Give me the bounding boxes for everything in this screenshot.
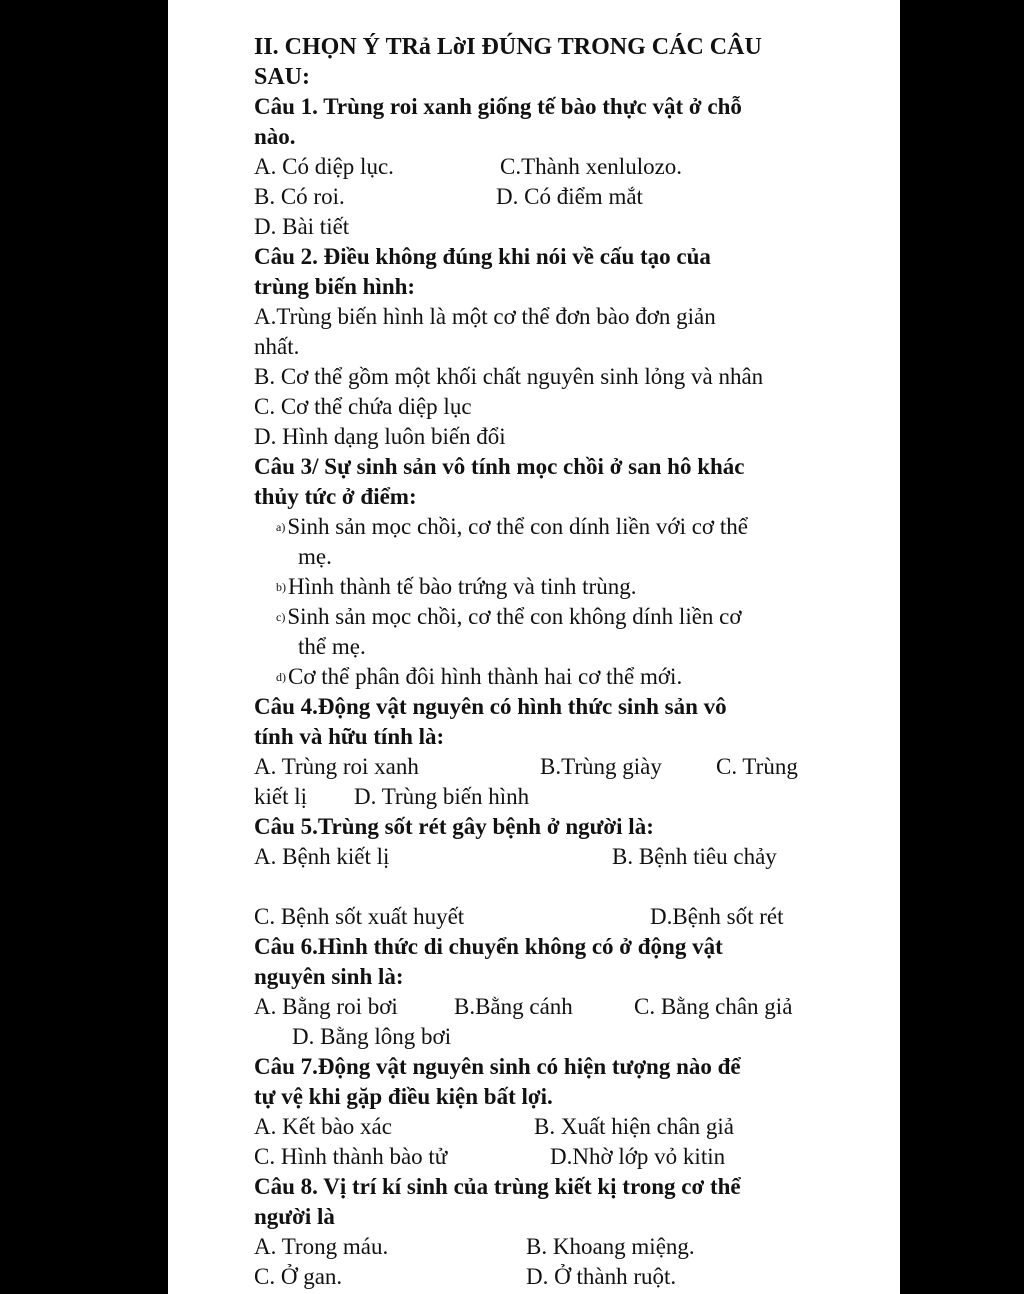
question-3-option-c [276,602,742,635]
question-2-option-a: A.Trùng biến hình là một cơ thể đơn bào đơn giản [254,304,716,329]
question-5-title: Câu 5.Trùng sốt rét gây bệnh ở người là: [254,814,654,839]
question-3-option-d [276,662,682,695]
question-5-option-c: C. Bệnh sốt xuất huyết [254,904,465,929]
question-8-option-d: D. Ở thành ruột. [526,1264,677,1289]
question-4-option-c-cont: kiết lị [254,784,308,809]
question-6-title-cont: nguyên sinh là: [254,964,404,989]
question-2-option-a-cont: nhất. [254,334,300,359]
question-4-option-a: A. Trùng roi xanh [254,754,419,779]
question-5-option-a: A. Bệnh kiết lị [254,844,390,869]
question-3-option-a [276,512,748,545]
question-4-option-d: D. Trùng biến hình [354,784,530,809]
question-3-option-b [276,572,636,605]
question-7-option-b: B. Xuất hiện chân giả [534,1114,734,1139]
question-1-option-d: D. Có điểm mắt [496,184,643,209]
section-heading: II. CHỌN Ý TRả LờI ĐÚNG TRONG CÁC CÂU [254,34,762,60]
question-3-title: Câu 3/ Sự sinh sản vô tính mọc chồi ở san hô khác [254,454,745,479]
question-8-title-cont: người là [254,1204,335,1229]
question-8-option-c: C. Ở gan. [254,1264,343,1289]
question-4-title-cont: tính và hữu tính là: [254,724,445,749]
question-4-title: Câu 4.Động vật nguyên có hình thức sinh sản vô [254,694,727,719]
question-1-title-cont: nào. [254,124,296,149]
question-2-option-b: B. Cơ thể gồm một khối chất nguyên sinh lỏng và nhân [254,364,764,389]
question-6-option-c: C. Bằng chân giả [634,994,793,1019]
question-1-option-a: A. Có diệp lục. [254,154,394,179]
question-7-option-c: C. Hình thành bào tử [254,1144,448,1169]
question-4-option-c: C. Trùng [716,754,798,779]
question-1-title: Câu 1. Trùng roi xanh giống tế bào thực vật ở chỗ [254,94,742,119]
question-2-option-c: C. Cơ thể chứa diệp lục [254,394,472,419]
question-5-option-d: D.Bệnh sốt rét [650,904,784,929]
option-label: d) [276,670,286,684]
option-text: Cơ thể phân đôi hình thành hai cơ thể mới. [288,664,683,689]
section-heading-cont: SAU: [254,64,311,90]
option-label: b) [276,580,286,594]
question-7-option-d: D.Nhờ lớp vỏ kitin [550,1144,726,1169]
question-6-title: Câu 6.Hình thức di chuyển không có ở động vật [254,934,723,959]
option-label: a) [276,520,286,534]
question-2-option-d: D. Hình dạng luôn biến đổi [254,424,506,449]
question-6-option-a: A. Bằng roi bơi [254,994,398,1019]
question-2-title: Câu 2. Điều không đúng khi nói về cấu tạo của [254,244,711,269]
question-1-option-d-extra: D. Bài tiết [254,214,350,239]
question-8-title: Câu 8. Vị trí kí sinh của trùng kiết kị trong cơ thể [254,1174,741,1199]
document-page [168,0,900,1294]
question-8-option-b: B. Khoang miệng. [526,1234,695,1259]
question-7-title-cont: tự vệ khi gặp điều kiện bất lợi. [254,1084,553,1109]
question-4-option-b: B.Trùng giày [540,754,662,779]
option-text: Hình thành tế bào trứng và tinh trùng. [288,574,637,599]
question-7-title: Câu 7.Động vật nguyên sinh có hiện tượng nào để [254,1054,741,1079]
question-5-option-b: B. Bệnh tiêu chảy [612,844,777,869]
question-8-option-a: A. Trong máu. [254,1234,389,1259]
question-1-option-b: B. Có roi. [254,184,345,209]
question-3-title-cont: thủy tức ở điểm: [254,484,417,509]
question-1-option-c: C.Thành xenlulozo. [500,154,683,179]
question-2-title-cont: trùng biến hình: [254,274,416,299]
question-6-option-d: D. Bằng lông bơi [292,1024,452,1049]
question-3-option-a-cont: mẹ. [298,544,332,569]
question-3-option-c-cont: thể mẹ. [298,634,366,659]
option-text: Sinh sản mọc chồi, cơ thể con không dính liền cơ [287,604,742,629]
question-7-option-a: A. Kết bào xác [254,1114,392,1139]
option-text: Sinh sản mọc chồi, cơ thể con dính liền với cơ thể [287,514,748,539]
option-label: c) [276,610,286,624]
question-6-option-b: B.Bằng cánh [454,994,573,1019]
